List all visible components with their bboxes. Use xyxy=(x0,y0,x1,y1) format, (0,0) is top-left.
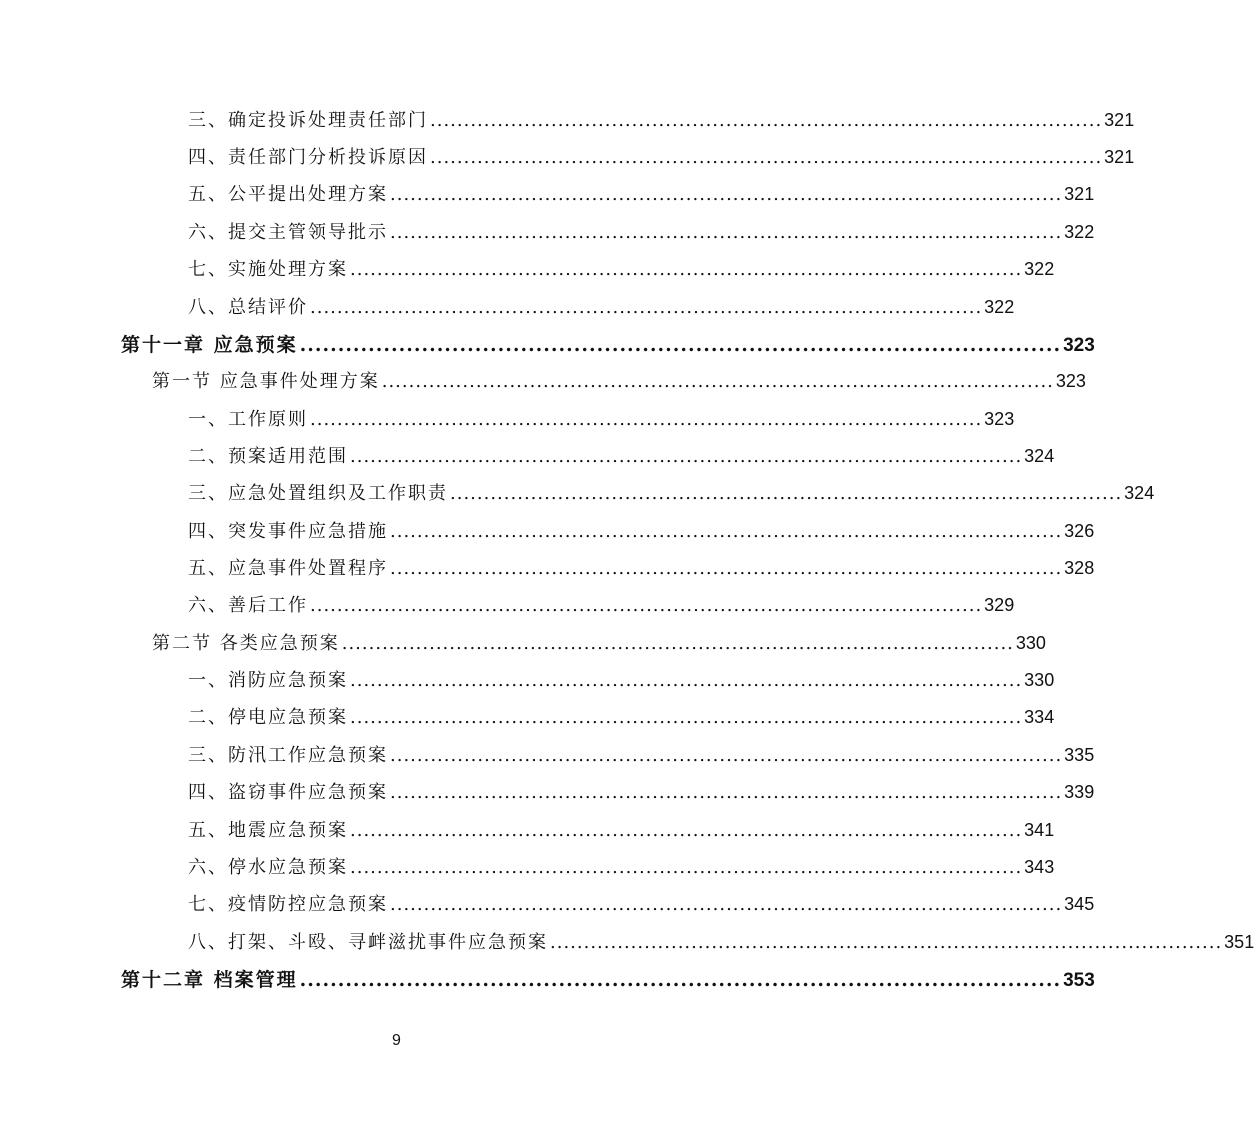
toc-entry-title: 五、地震应急预案 xyxy=(188,820,348,841)
toc-entry-title: 八、打架、斗殴、寻衅滋扰事件应急预案 xyxy=(188,932,548,953)
dot-leader: .................................................................................................... xyxy=(299,969,1062,991)
toc-entry[interactable] xyxy=(188,255,1055,285)
dot-leader: .................................................................................................... xyxy=(430,110,1103,131)
toc-entry-page: 324 xyxy=(1024,446,1055,466)
dot-leader: .................................................................................................... xyxy=(310,297,983,318)
toc-entry-page: 345 xyxy=(1064,894,1095,914)
dot-leader: .................................................................................................... xyxy=(450,483,1123,504)
dot-leader: .................................................................................................... xyxy=(390,894,1063,915)
toc-entry[interactable] xyxy=(188,778,1095,808)
toc-entry-page: 323 xyxy=(984,409,1015,429)
toc-entry-page: 321 xyxy=(1104,110,1135,130)
toc-entry-title: 三、应急处置组织及工作职责 xyxy=(188,483,448,504)
toc-entry-title: 二、停电应急预案 xyxy=(188,707,348,728)
toc-entry-page: 330 xyxy=(1024,670,1055,690)
toc-section-title: 第二节 各类应急预案 xyxy=(152,633,340,654)
toc-entry[interactable] xyxy=(188,218,1095,248)
toc-entry-page: 329 xyxy=(984,595,1015,615)
toc-entry[interactable] xyxy=(188,180,1095,210)
dot-leader: .................................................................................................... xyxy=(341,633,1014,654)
toc-entry-page: 322 xyxy=(1024,259,1055,279)
toc-chapter-page: 323 xyxy=(1063,335,1095,356)
toc-entry[interactable] xyxy=(188,816,1055,846)
toc-entry-page: 324 xyxy=(1124,483,1155,503)
toc-chapter-title: 第十二章 档案管理 xyxy=(121,969,298,991)
toc-entry[interactable] xyxy=(188,928,1254,958)
toc-entry[interactable] xyxy=(188,666,1055,696)
dot-leader: .................................................................................................... xyxy=(430,147,1103,168)
toc-section-title: 第一节 应急事件处理方案 xyxy=(152,371,380,392)
toc-section-page: 323 xyxy=(1055,371,1086,391)
toc-entry-page: 322 xyxy=(1064,222,1095,242)
toc-chapter-page: 353 xyxy=(1063,970,1095,991)
toc-entry-title: 二、预案适用范围 xyxy=(188,446,348,467)
toc-entry[interactable] xyxy=(188,479,1155,509)
dot-leader: .................................................................................................... xyxy=(390,521,1063,542)
toc-entry-title: 五、公平提出处理方案 xyxy=(188,184,388,205)
toc-entry-title: 八、总结评价 xyxy=(188,297,308,318)
dot-leader: .................................................................................................... xyxy=(299,334,1062,356)
toc-entry-page: 328 xyxy=(1064,558,1095,578)
toc-entry[interactable] xyxy=(188,293,1015,323)
toc-entry-page: 326 xyxy=(1064,521,1095,541)
toc-entry[interactable] xyxy=(188,853,1055,883)
dot-leader: .................................................................................................... xyxy=(350,857,1023,878)
toc-entry-title: 七、实施处理方案 xyxy=(188,259,348,280)
toc-entry-title: 五、应急事件处置程序 xyxy=(188,558,388,579)
toc-entry-page: 322 xyxy=(984,297,1015,317)
dot-leader: .................................................................................................... xyxy=(350,707,1023,728)
toc-section[interactable] xyxy=(152,629,1046,659)
toc-entry[interactable] xyxy=(188,554,1095,584)
toc-entry-title: 三、防汛工作应急预案 xyxy=(188,745,388,766)
toc-entry[interactable] xyxy=(188,890,1095,920)
dot-leader: .................................................................................................... xyxy=(390,558,1063,579)
dot-leader: .................................................................................................... xyxy=(310,595,983,616)
dot-leader: .................................................................................................... xyxy=(310,409,983,430)
toc-entry-page: 343 xyxy=(1024,857,1055,877)
dot-leader: .................................................................................................... xyxy=(390,184,1063,205)
dot-leader: .................................................................................................... xyxy=(350,820,1023,841)
toc-entry[interactable] xyxy=(188,143,1135,173)
toc-entry-page: 321 xyxy=(1064,184,1095,204)
toc-entry-page: 321 xyxy=(1104,147,1135,167)
toc-entry-title: 六、停水应急预案 xyxy=(188,857,348,878)
dot-leader: .................................................................................................... xyxy=(390,222,1063,243)
toc-entry[interactable] xyxy=(188,703,1055,733)
toc-entry-title: 七、疫情防控应急预案 xyxy=(188,894,388,915)
dot-leader: .................................................................................................... xyxy=(350,259,1023,280)
dot-leader: .................................................................................................... xyxy=(381,371,1054,392)
dot-leader: .................................................................................................... xyxy=(390,745,1063,766)
toc-entry-page: 335 xyxy=(1064,745,1095,765)
toc-entry-page: 351 xyxy=(1224,932,1254,952)
dot-leader: .................................................................................................... xyxy=(550,932,1223,953)
dot-leader: .................................................................................................... xyxy=(350,446,1023,467)
toc-entry-page: 339 xyxy=(1064,782,1095,802)
toc-chapter[interactable] xyxy=(121,330,1095,360)
toc-section[interactable] xyxy=(152,367,1086,397)
toc-entry[interactable] xyxy=(188,405,1015,435)
toc-entry-title: 六、善后工作 xyxy=(188,595,308,616)
toc-entry[interactable] xyxy=(188,106,1135,136)
toc-entry-page: 341 xyxy=(1024,820,1055,840)
toc-entry[interactable] xyxy=(188,517,1095,547)
toc-entry-page: 334 xyxy=(1024,707,1055,727)
toc-entry[interactable] xyxy=(188,591,1015,621)
toc-entry[interactable] xyxy=(188,741,1095,771)
page-number: 9 xyxy=(392,1032,401,1049)
toc-entry-title: 一、工作原则 xyxy=(188,409,308,430)
toc-chapter[interactable] xyxy=(121,965,1095,995)
toc-entry-title: 一、消防应急预案 xyxy=(188,670,348,691)
toc-section-page: 330 xyxy=(1015,633,1046,653)
toc-entry-title: 四、责任部门分析投诉原因 xyxy=(188,147,428,168)
toc-entry-title: 四、突发事件应急措施 xyxy=(188,521,388,542)
dot-leader: .................................................................................................... xyxy=(350,670,1023,691)
toc-chapter-title: 第十一章 应急预案 xyxy=(121,334,298,356)
toc-entry[interactable] xyxy=(188,442,1055,472)
toc-entry-title: 六、提交主管领导批示 xyxy=(188,222,388,243)
toc-entry-title: 四、盗窃事件应急预案 xyxy=(188,782,388,803)
dot-leader: .................................................................................................... xyxy=(390,782,1063,803)
toc-entry-title: 三、确定投诉处理责任部门 xyxy=(188,110,428,131)
